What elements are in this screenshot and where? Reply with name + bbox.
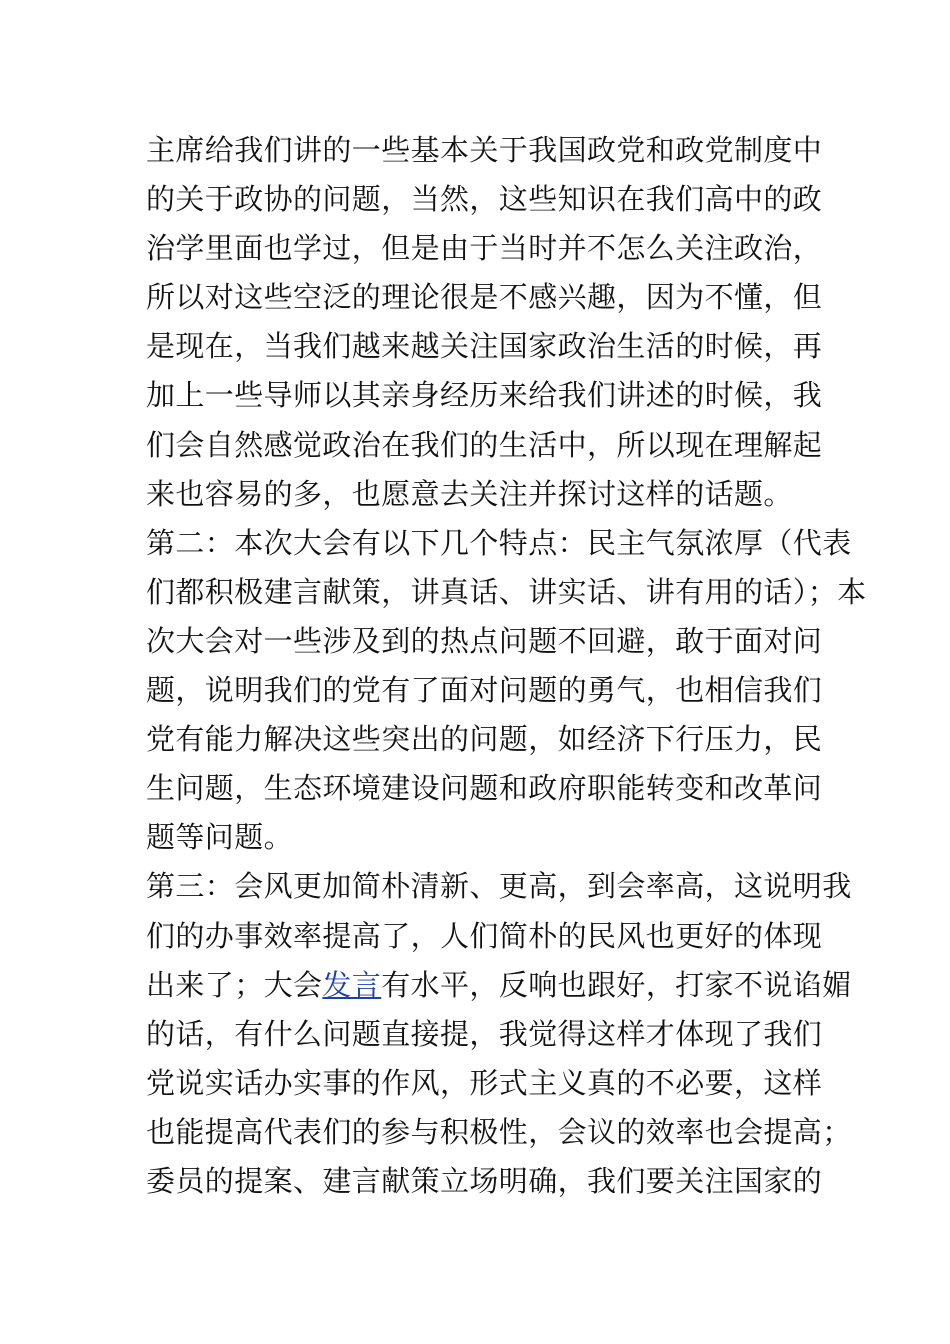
text-line: 主席给我们讲的一些基本关于我国政党和政党制度中 [146, 133, 823, 167]
text-line: 党有能力解决这些突出的问题，如经济下行压力，民 [146, 722, 823, 757]
text-line: 加上一些导师以其亲身经历来给我们讲述的时候，我 [146, 378, 823, 413]
text-line: 次大会对一些涉及到的热点问题不回避，敢于面对问 [146, 623, 823, 658]
speech-link[interactable]: 发言 [322, 967, 382, 1002]
text-line: 来也容易的多，也愿意去关注并探讨这样的话题。 [146, 476, 793, 511]
text-line: 题等问题。 [146, 820, 294, 855]
text-line: 第二：本次大会有以下几个特点：民主气氛浓厚（代表 [146, 525, 852, 560]
text-line: 第三：会风更加简朴清新、更高，到会率高，这说明我 [146, 869, 852, 904]
text-line: 题，说明我们的党有了面对问题的勇气，也相信我们 [146, 673, 823, 708]
text-line: 党说实话办实事的作风，形式主义真的不必要，这样 [146, 1065, 823, 1100]
text-line: 们会自然感觉政治在我们的生活中，所以现在理解起 [146, 427, 823, 462]
body-text [146, 126, 867, 1206]
text-line: 们都积极建言献策，讲真话、讲实话、讲有用的话）；本 [146, 574, 867, 609]
text-line: 们的办事效率提高了，人们简朴的民风也更好的体现 [146, 918, 823, 953]
text-line: 所以对这些空泛的理论很是不感兴趣，因为不懂，但 [146, 280, 823, 315]
text-line: 的关于政协的问题，当然，这些知识在我们高中的政 [146, 182, 823, 217]
text-line: 生问题，生态环境建设问题和政府职能转变和改革问 [146, 771, 823, 806]
text-line: 的话，有什么问题直接提，我觉得这样才体现了我们 [146, 1016, 823, 1051]
text-line: 也能提高代表们的参与积极性，会议的效率也会提高； [146, 1114, 852, 1149]
text-line: 治学里面也学过，但是由于当时并不怎么关注政治， [146, 231, 823, 266]
line-segment: 有水平，反响也跟好，打家不说谄媚 [381, 967, 852, 1002]
text-line-with-link [146, 961, 852, 1010]
line-segment: 出来了；大会 [146, 967, 323, 1002]
text-line: 委员的提案、建言献策立场明确，我们要关注国家的 [146, 1163, 823, 1198]
text-line: 是现在，当我们越来越关注国家政治生活的时候，再 [146, 329, 823, 364]
